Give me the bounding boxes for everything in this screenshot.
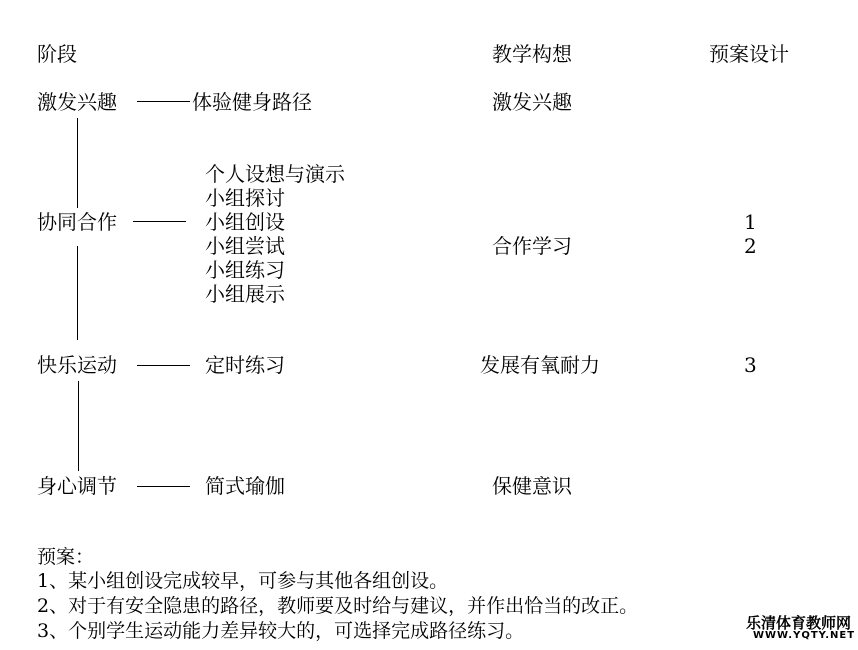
connector-1 xyxy=(137,101,190,102)
activity-2-2: 小组探讨 xyxy=(205,186,285,210)
connector-4 xyxy=(137,486,190,487)
activity-2-5: 小组练习 xyxy=(205,258,285,282)
stage-2: 协同合作 xyxy=(37,210,117,234)
concept-3: 发展有氧耐力 xyxy=(480,353,600,377)
activity-4-1: 简式瑜伽 xyxy=(205,474,285,498)
notes-title: 预案： xyxy=(37,546,95,568)
note-3: 3、个别学生运动能力差异较大的，可选择完成路径练习。 xyxy=(37,620,525,642)
stage-3: 快乐运动 xyxy=(37,353,117,377)
header-concept: 教学构想 xyxy=(492,42,572,66)
watermark-url: WWW.YQTY.NET xyxy=(753,630,856,641)
note-2: 2、对于有安全隐患的路径，教师要及时给与建议，并作出恰当的改正。 xyxy=(37,595,639,617)
flow-line-2 xyxy=(77,246,78,340)
activity-2-6: 小组展示 xyxy=(205,282,285,306)
activity-3-1: 定时练习 xyxy=(205,353,285,377)
activity-1-1: 体验健身路径 xyxy=(192,90,312,114)
watermark-site-name: 乐清体育教师网 xyxy=(746,614,852,632)
concept-4: 保健意识 xyxy=(492,474,572,498)
concept-2: 合作学习 xyxy=(492,234,572,258)
note-1: 1、某小组创设完成较早，可参与其他各组创设。 xyxy=(37,570,449,592)
plan-2-1: 1 xyxy=(744,210,757,234)
stage-1: 激发兴趣 xyxy=(37,90,117,114)
header-plan: 预案设计 xyxy=(709,42,789,66)
flow-line-1 xyxy=(77,118,78,208)
connector-3 xyxy=(137,365,190,366)
activity-2-1: 个人设想与演示 xyxy=(205,162,345,186)
stage-4: 身心调节 xyxy=(37,474,117,498)
flow-line-3 xyxy=(78,381,79,471)
activity-2-3: 小组创设 xyxy=(205,210,285,234)
plan-2-2: 2 xyxy=(744,234,757,258)
activity-2-4: 小组尝试 xyxy=(205,234,285,258)
concept-1: 激发兴趣 xyxy=(492,90,572,114)
connector-2 xyxy=(133,221,186,222)
plan-3-1: 3 xyxy=(744,353,757,377)
header-stage: 阶段 xyxy=(37,42,77,66)
